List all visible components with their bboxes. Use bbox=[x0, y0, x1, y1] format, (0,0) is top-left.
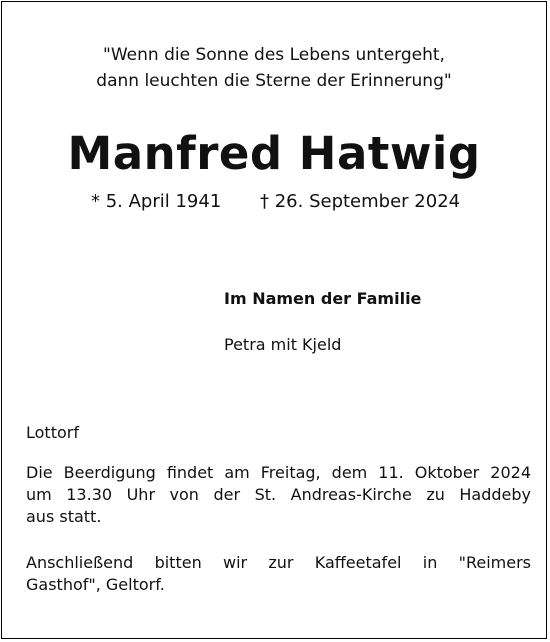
reception-line-1: Anschließend bitten wir zur Kaffeetafel in "Reimers bbox=[26, 553, 531, 572]
funeral-line-3: aus statt. bbox=[26, 507, 102, 526]
funeral-line-1: Die Beerdigung findet am Freitag, dem 11. Oktober 2024 bbox=[26, 463, 531, 482]
reception-details bbox=[26, 552, 531, 596]
family-label: Im Namen der Familie bbox=[224, 289, 422, 308]
quote-line-1: "Wenn die Sonne des Lebens untergeht, bbox=[103, 45, 445, 65]
memorial-quote bbox=[2, 42, 546, 94]
family-names: Petra mit Kjeld bbox=[224, 335, 342, 354]
funeral-details bbox=[26, 462, 531, 528]
death-date: † 26. September 2024 bbox=[260, 191, 461, 212]
notice-frame bbox=[1, 1, 547, 639]
place-name: Lottorf bbox=[26, 423, 79, 442]
birth-date: * 5. April 1941 bbox=[91, 191, 222, 212]
quote-line-2: dann leuchten die Sterne der Erinnerung" bbox=[96, 71, 452, 91]
reception-line-2: Gasthof", Geltorf. bbox=[26, 575, 165, 594]
funeral-line-2: um 13.30 Uhr von der St. Andreas-Kirche zu Haddeby bbox=[26, 485, 531, 504]
deceased-name: Manfred Hatwig bbox=[67, 127, 481, 180]
